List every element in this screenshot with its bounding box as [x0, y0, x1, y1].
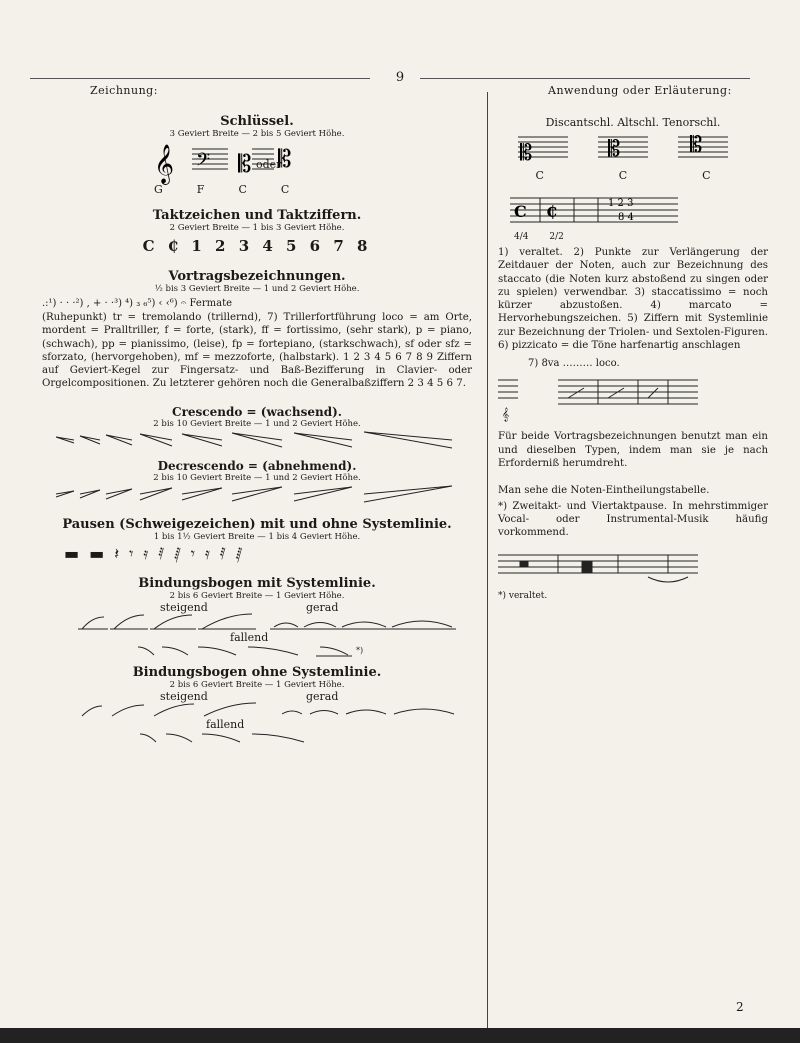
meter-subtitle: 2 Geviert Breite — 1 bis 3 Geviert Höhe.	[169, 223, 345, 233]
loco-label: 7) 8va ……… loco.	[528, 358, 620, 370]
alt-clef-icon: 𝄡	[608, 137, 621, 162]
clef-staff-label-2: C	[618, 169, 628, 182]
slur1-steigend: steigend	[160, 600, 208, 614]
quarter-rest-icon: 𝄽	[114, 543, 130, 563]
slur2-gerad: gerad	[306, 689, 339, 703]
rests-subtitle: 1 bis 1½ Geviert Breite — 1 bis 4 Geviert Höhe.	[153, 531, 361, 542]
slur-with-line-title: Bindungsbogen mit Systemlinie.	[138, 575, 376, 591]
clef-label-f: F	[196, 183, 205, 196]
crescendo-hairpins	[42, 429, 472, 451]
time-fractions	[498, 232, 768, 242]
clef-label-c1: C	[238, 183, 247, 196]
g-clef-icon: 𝄞	[154, 144, 175, 184]
keys-oder: oder	[256, 158, 282, 171]
meter-symbols: C ₵ 1 2 3 4 5 6 7 8	[142, 237, 372, 255]
decrescendo-title: Decrescendo = (abnehmend).	[157, 458, 357, 473]
page-number-top: 9	[395, 70, 405, 85]
right-column	[498, 100, 768, 601]
slur-without-line-title: Bindungsbogen ohne Systemlinie.	[132, 664, 382, 680]
rest-symbols: ▬▬𝄽𝄾𝄿𝅀𝅁𝄾𝄿𝅀𝅁	[64, 543, 253, 563]
rests-title: Pausen (Schweigezeichen) mit und ohne Systemlinie.	[62, 516, 452, 532]
slur-without-line-subtitle: 2 bis 6 Geviert Breite — 1 Geviert Höhe.	[169, 679, 345, 690]
performance-subtitle: ½ bis 3 Geviert Breite — 1 und 2 Geviert Höhe.	[154, 284, 360, 294]
clef-staff-labels	[498, 169, 748, 182]
top-rule-right	[420, 78, 750, 79]
clef-staff-label-3: C	[702, 169, 711, 182]
time-box-top: 1 2 3	[608, 198, 634, 209]
slur1-fallend: fallend	[230, 630, 269, 644]
column-divider	[487, 92, 488, 1032]
top-rule-left	[30, 78, 370, 79]
tenor-clef-icon: 𝄡	[690, 133, 703, 158]
rest-note: *) Zweitakt- und Viertaktpause. In mehrstimmiger Vocal- oder Instrumental-Musik häufig vorkommend.	[498, 500, 768, 539]
c-clef-icon: 𝄡	[238, 150, 252, 178]
thirtysecond-rest-icon: 𝅀	[158, 543, 175, 563]
time-signature-staff	[498, 192, 768, 232]
performance-text: (Ruhepunkt) tr = tremolando (trillernd), 7) Trillerfortführung loco = am Orte, mordent = Pralltriller, f = forte, (stark), ff = fortissimo, (sehr stark), p = piano, (schwach), pp = pianissimo, (leise), fp = fortepiano, (starkschwach), sf oder sfz = sforzato, (hervorgehoben), mf = mezzoforte, (halbstark). 1 2 3 4 5 6 7 8 9 Ziffern auf Geviert-Kegel zur Fingersatz- und Baß-Bezifferung in Clavier- oder Orgelcompositionen. Zu letzterer gehören noch die Generalbaßziffern 2 3 4 5 6 7.	[42, 312, 472, 390]
slur-with-line-subtitle: 2 bis 6 Geviert Breite — 1 Geviert Höhe.	[169, 590, 345, 601]
decrescendo-subtitle: 2 bis 10 Geviert Breite — 1 und 2 Geviert Höhe.	[153, 472, 361, 483]
header-left: Zeichnung:	[90, 84, 158, 97]
clef-label-c2: C	[280, 183, 290, 196]
footnote-veraltet: *) veraltet.	[498, 591, 548, 602]
header-right: Anwendung oder Erläuterung:	[548, 84, 732, 97]
time-frac-1: 4/4	[514, 232, 529, 242]
sixteenth-rest-icon: 𝄿	[143, 543, 159, 563]
clef-labels	[42, 183, 472, 196]
usage-text: Für beide Vortragsbezeichnungen benutzt man ein und dieselben Typen, indem man sie je nach Erforderniß herumdreht.	[498, 431, 768, 469]
slur1-gerad: gerad	[306, 600, 339, 614]
time-box-bottom: 8 4	[618, 212, 634, 223]
crescendo-title: Crescendo = (wachsend).	[172, 404, 342, 419]
multi-rest-staff	[498, 547, 768, 587]
cut-time-icon: ₵	[546, 202, 558, 221]
whole-rest-icon: ▬	[64, 543, 90, 563]
performance-marks: .:¹) · · ·²) , + · ·³) ⁴) ₃ ₆⁵) ‹ ‹⁶) 𝄐 Fermate	[42, 298, 233, 309]
keys-subtitle: 3 Geviert Breite — 2 bis 5 Geviert Höhe.	[169, 129, 345, 139]
slur-with-line-examples	[42, 601, 472, 659]
page-number-bottom: 2	[736, 1000, 744, 1014]
loco-example	[498, 358, 768, 422]
time-frac-2: 2/2	[549, 232, 564, 242]
clef-staff-examples	[498, 129, 768, 165]
pizzicato-icon: 𝄞	[502, 407, 510, 422]
slur-without-line-examples	[42, 690, 472, 746]
clefs-title: Discantschl. Altschl. Tenorschl.	[545, 116, 721, 129]
c-clef-alt-icon: 𝄡	[278, 145, 292, 173]
slur2-steigend: steigend	[160, 689, 208, 703]
decrescendo-hairpins	[42, 483, 472, 505]
clef-staff-label-1: C	[535, 169, 544, 182]
svg-text:*): *)	[356, 645, 364, 655]
common-time-icon: C	[514, 202, 527, 221]
footnotes-text: 1) veraltet. 2) Punkte zur Verlängerung der Zeitdauer der Noten, auch zur Bezeichnung des staccato (die Noten kurz abstoßend zu singen oder zu spielen) verwendbar. 3) staccatissimo = noch kürzer abzustoßen. 4) marcato = Hervorhebungszeichen. 5) Ziffern mit Systemlinie zur Bezeichnung der Triolen- und Sextolen-Figuren. 6) pizzicato = die Töne harfenartig anschlagen	[498, 247, 768, 352]
half-rest-icon: ▬	[89, 543, 115, 563]
keys-title: Schlüssel.	[220, 114, 294, 129]
f-clef-icon: 𝄢	[196, 150, 211, 175]
table-reference: Man sehe die Noten-Eintheilungstabelle.	[498, 485, 710, 497]
eighth-rest-icon: 𝄾	[129, 543, 144, 563]
performance-title: Vortragsbezeichnungen.	[168, 269, 346, 284]
discant-clef-icon: 𝄡	[520, 141, 533, 165]
crescendo-subtitle: 2 bis 10 Geviert Breite — 1 und 2 Geviert Höhe.	[153, 418, 361, 429]
left-column	[42, 100, 472, 746]
meter-title: Taktzeichen und Taktziffern.	[152, 208, 362, 223]
clef-label-g: G	[154, 183, 163, 196]
scan-edge-bar	[0, 1028, 800, 1043]
slur2-fallend: fallend	[206, 717, 245, 731]
sixtyfourth-rest-icon: 𝅁	[174, 543, 191, 563]
